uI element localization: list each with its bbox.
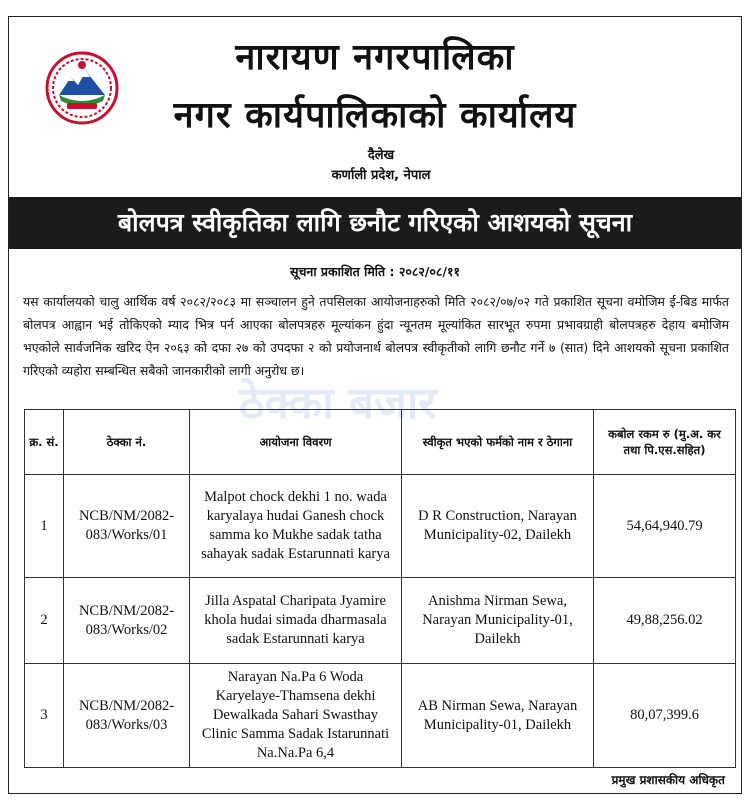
watermark-logo: ठेक्का बजार: [239, 378, 437, 429]
notice-title-banner: बोलपत्र स्वीकृतिका लागि छनौट गरिएको आशयको सूचना: [9, 197, 741, 249]
province-name: कर्णाली प्रदेश, नेपाल: [331, 168, 431, 183]
cell-amount: 80,07,399.6: [594, 664, 736, 768]
office-title: नारायण नगरपालिका: [235, 37, 515, 78]
header-firm: स्वीकृत भएको फर्मको नाम र ठेगाना: [402, 410, 594, 475]
cell-contract-no: NCB/NM/2082-083/Works/01: [64, 475, 190, 578]
table-header-row: [25, 410, 736, 475]
cell-contract-no: NCB/NM/2082-083/Works/03: [64, 664, 190, 768]
cell-firm: AB Nirman Sewa, Narayan Municipality-01, Dailekh: [402, 664, 594, 768]
cell-sn: 2: [25, 578, 64, 664]
cell-contract-no: NCB/NM/2082-083/Works/02: [64, 578, 190, 664]
header-amount: कबोल रकम रु (मु.अ. कर तथा पि.एस.सहित): [594, 410, 736, 475]
cell-firm: D R Construction, Narayan Municipality-02, Dailekh: [402, 475, 594, 578]
cell-project: Malpot chock dekhi 1 no. wada karyalaya hudai Ganesh chock samma ko Mukhe sadak tatha sahayak sadak Estarunnati karya: [190, 475, 402, 578]
header-sn: क्र. सं.: [25, 410, 64, 475]
cell-project: Jilla Aspatal Charipata Jyamire khola hudai simada dharmasala sadak Estarunnati karya: [190, 578, 402, 664]
cell-project: Narayan Na.Pa 6 Woda Karyelaye-Thamsena dekhi Dewalkada Sahari Swasthay Clinic Samma Sadak Istarunnati Na.Na.Pa 6,4: [190, 664, 402, 768]
cell-amount: 54,64,940.79: [594, 475, 736, 578]
table-row: [25, 578, 736, 664]
table-row: [25, 664, 736, 768]
cell-sn: 3: [25, 664, 64, 768]
header-contract-no: ठेक्का नं.: [64, 410, 190, 475]
cell-sn: 1: [25, 475, 64, 578]
published-date: सूचना प्रकाशित मिति : २०८२/०८/११: [290, 264, 460, 279]
cell-amount: 49,88,256.02: [594, 578, 736, 664]
header-project: आयोजना विवरण: [190, 410, 402, 475]
signatory-title: प्रमुख प्रशासकीय अधिकृत: [611, 773, 725, 787]
office-subtitle: नगर कार्यपालिकाको कार्यालय: [173, 95, 577, 136]
table-row: [25, 475, 736, 578]
award-table: [24, 409, 736, 768]
notice-body: यस कार्यालयको चालु आर्थिक वर्ष २०८२/२०८३ मा सञ्चालन हुने तपसिलका आयोजनाहरुको मिति २०८२/०७/०२ गते प्रकाशित सूचना वमोजिम ई-बिड मार्फत बोलपत्र आह्वान भई तोकिएको म्याद भित्र पर्न आएका बोलपत्रहरु मूल्यांकन हुंदा न्यूनतम मूल्यांकित सारभूत रुपमा प्रभावग्राही बोलपत्रहरु देहाय बमोजिम भएकोले सार्वजनिक खरिद ऐन २०६३ को दफा २७ को उपदफा २ को प्रयोजनार्थ बोलपत्र स्वीकृतीको लागि छनौट गर्ने ७ (सात) दिने आशयको सूचना प्रकाशित गरिएको व्यहोरा सम्बन्धित सबैको जानकारीको लागी अनुरोध छ।: [23, 294, 729, 378]
district-name: दैलेख: [367, 148, 395, 163]
cell-firm: Anishma Nirman Sewa, Narayan Municipality-01, Dailekh: [402, 578, 594, 664]
notice-frame: [8, 16, 742, 794]
